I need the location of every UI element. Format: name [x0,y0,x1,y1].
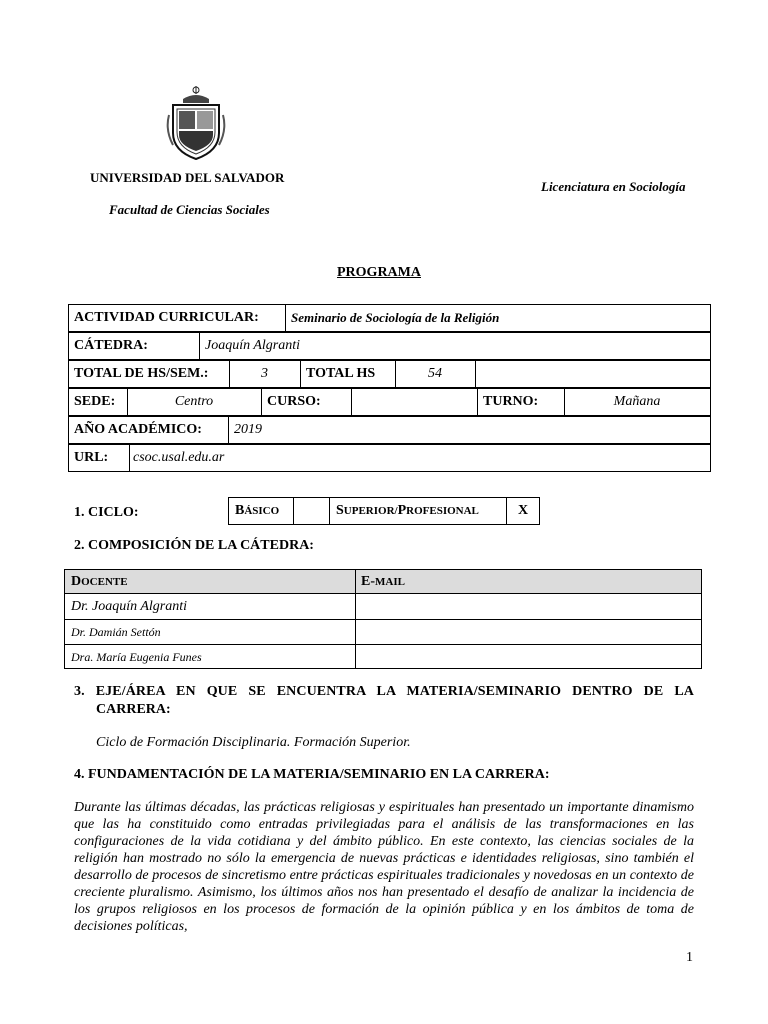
row-catedra [68,332,711,360]
docente-name: Dr. Damián Settón [71,624,161,639]
section-2-title: 2. COMPOSICIÓN DE LA CÁTEDRA: [74,538,314,553]
section-3-title-line2: CARRERA: [96,702,171,717]
row-total-hs [68,360,711,388]
section-3-title-line1: 3. EJE/ÁREA EN QUE SE ENCUENTRA LA MATERIA/SEMINARIO DENTRO DE LA [74,684,694,699]
row-actividad [68,304,711,332]
total-sem-label: TOTAL DE HS/SEM.: [74,366,209,381]
curso-value [351,389,477,415]
table-row [65,594,701,620]
table-row [65,645,701,669]
catedra-label: CÁTEDRA: [74,338,148,353]
row-anio [68,416,711,444]
actividad-value: Seminario de Sociología de la Religión [291,310,500,325]
basico-label: B ÁSICO [235,503,280,518]
turno-value: Mañana [613,394,661,409]
superior-mark: X [517,503,529,518]
total-hs-value: 54 [428,366,442,381]
catedra-value: Joaquín Algranti [205,338,301,353]
row-sede [68,388,711,416]
docentes-table [64,569,702,669]
sede-value: Centro [174,394,214,409]
faculty-name: Facultad de Ciencias Sociales [109,202,270,217]
table-row [65,620,701,645]
row-url [68,444,711,472]
basico-mark [293,498,329,524]
university-name: UNIVERSIDAD DEL SALVADOR [90,170,285,185]
docente-name: Dr. Joaquín Algranti [71,598,188,614]
document-title: PROGRAMA [337,265,421,280]
section-3-body: Ciclo de Formación Disciplinaria. Formación Superior. [96,735,411,750]
page-number: 1 [686,950,693,965]
curso-label: CURSO: [267,394,321,409]
header-email: E- MAIL [361,573,405,589]
section-1-title: 1. CICLO: [74,505,139,520]
header-docente: D OCENTE [71,573,128,589]
actividad-label: ACTIVIDAD CURRICULAR: [74,310,259,325]
url-value: csoc.usal.edu.ar [133,450,225,465]
turno-label: TURNO: [483,394,539,409]
ciclo-box [228,497,540,525]
total-sem-value: 3 [261,366,268,381]
university-crest-logo [165,85,227,161]
anio-value: 2019 [234,422,262,437]
section-4-title: 4. FUNDAMENTACIÓN DE LA MATERIA/SEMINARIO EN LA CARRERA: [74,767,550,782]
superior-label: S UPERIOR/ P ROFESIONAL [336,503,479,518]
docentes-table-header [65,570,701,594]
total-hs-label: TOTAL HS [306,366,376,381]
section-4-body: Durante las últimas décadas, las prácticas religiosas y espirituales han presentado un importante dinamismo que las ha constituido como entradas privilegiadas para el análisis de las transformaciones en las configuraciones de la vida cotidiana y del ámbito público. En este contexto, las ciencias sociales de la religión han mostrado no sólo la emergencia de nuevas prácticas e identidades religiosas, sino también el desarrollo de procesos de sincretismo entre prácticas espirituales tradicionales y novedosas en un contexto de creciente pluralismo. Asimismo, los últimos años nos han presentado el desafío de analizar la incidencia de los grupos religiosos en los procesos de formación de la opinión pública y en los ámbitos de toma de decisiones políticas, [74,800,694,934]
url-label: URL: [74,450,109,465]
degree-name: Licenciatura en Sociología [541,179,686,194]
docente-name: Dra. María Eugenia Funes [71,649,202,664]
sede-label: SEDE: [74,394,116,409]
anio-label: AÑO ACADÉMICO: [74,422,202,437]
